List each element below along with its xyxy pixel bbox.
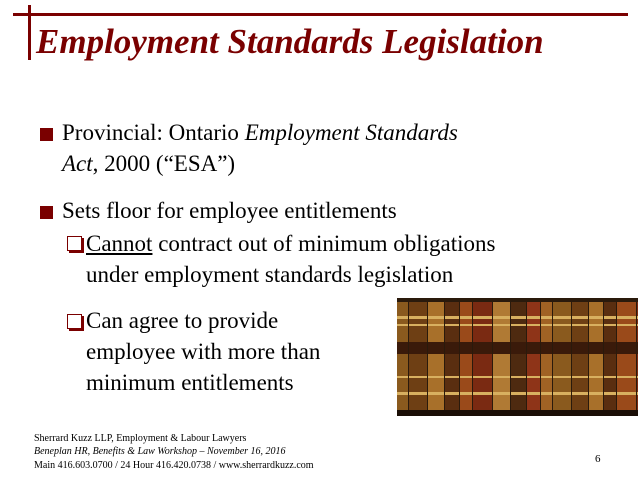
- checkbox-bullet-icon: [67, 236, 82, 251]
- book-label: [460, 342, 472, 354]
- book-band: [617, 324, 636, 326]
- book-band: [460, 392, 472, 395]
- book-label: [473, 342, 492, 354]
- book-label: [428, 342, 444, 354]
- book-label: [493, 342, 510, 354]
- bullet-1-text-b: Employment Standards: [244, 120, 458, 145]
- book-band: [617, 392, 636, 395]
- book-band: [572, 316, 588, 319]
- book-band: [527, 392, 540, 395]
- book-label: [397, 342, 408, 354]
- book-band: [428, 376, 444, 378]
- bullet-1-line-2: [62, 149, 235, 178]
- book-band: [428, 324, 444, 326]
- book-band: [460, 376, 472, 378]
- book-band: [511, 392, 526, 395]
- book-band: [460, 324, 472, 326]
- book-band: [617, 316, 636, 319]
- book-band: [473, 324, 492, 326]
- book-band: [572, 376, 588, 378]
- slide-title: Employment Standards Legislation: [36, 22, 544, 61]
- book-band: [589, 376, 603, 378]
- book-band: [572, 392, 588, 395]
- book-band: [445, 324, 459, 326]
- book-label: [409, 342, 427, 354]
- book-band: [493, 392, 510, 395]
- law-books-image: [397, 298, 638, 416]
- book-band: [541, 316, 552, 319]
- book-band: [604, 316, 616, 319]
- book-band: [604, 392, 616, 395]
- title-rule-vertical: [28, 5, 31, 60]
- footer-event: Beneplan HR, Benefits & Law Workshop – November 16, 2016: [34, 446, 286, 457]
- book-band: [409, 316, 427, 319]
- book-band: [473, 392, 492, 395]
- book-label: [617, 342, 636, 354]
- book-band: [397, 316, 408, 319]
- book-band: [397, 376, 408, 378]
- sub-bullet-1-line-1: [86, 229, 496, 258]
- book-label: [589, 342, 603, 354]
- sub-bullet-2-line-1: Can agree to provide: [86, 308, 279, 333]
- book-label: [541, 342, 552, 354]
- book-band: [553, 376, 571, 378]
- sub-bullet-1-text: contract out of minimum obligations: [152, 231, 496, 256]
- book-band: [428, 316, 444, 319]
- book-band: [589, 316, 603, 319]
- book-band: [460, 316, 472, 319]
- book-band: [572, 324, 588, 326]
- book-band: [397, 392, 408, 395]
- bullet-square-icon: [40, 128, 53, 141]
- book-label: [553, 342, 571, 354]
- sub-bullet-2-line-3: minimum entitlements: [86, 370, 294, 395]
- book-band: [604, 376, 616, 378]
- book-band: [409, 324, 427, 326]
- book-band: [445, 376, 459, 378]
- book-band: [409, 392, 427, 395]
- sub-bullet-1-line-2: under employment standards legislation: [86, 262, 454, 287]
- footer-contact: Main 416.603.0700 / 24 Hour 416.420.0738 / www.sherrardkuzz.com: [34, 460, 314, 471]
- title-rule-horizontal: [13, 13, 628, 16]
- shelf-edge: [397, 410, 638, 416]
- book-band: [553, 392, 571, 395]
- bullet-1-line-1: [62, 118, 458, 147]
- checkbox-bullet-icon: [67, 314, 82, 329]
- book-band: [493, 316, 510, 319]
- book-label: [511, 342, 526, 354]
- book-label: [445, 342, 459, 354]
- book-band: [511, 376, 526, 378]
- book-band: [511, 324, 526, 326]
- bullet-1-text-c: Act: [62, 151, 93, 176]
- book-band: [527, 316, 540, 319]
- book-band: [527, 376, 540, 378]
- bullet-2-text: Sets floor for employee entitlements: [62, 198, 397, 223]
- book-band: [493, 376, 510, 378]
- sub-bullet-2-line-2: employee with more than: [86, 339, 321, 364]
- book-band: [473, 316, 492, 319]
- bullet-1-text-d: , 2000 (“ESA”): [92, 151, 236, 176]
- sub-bullet-1-emph: Cannot: [86, 231, 153, 256]
- bullet-square-icon: [40, 206, 53, 219]
- law-books-illustration: [397, 298, 638, 416]
- page-number: 6: [595, 453, 601, 465]
- bullet-1-text-a: Provincial: Ontario: [62, 120, 245, 145]
- book-band: [445, 392, 459, 395]
- footer-firm: Sherrard Kuzz LLP, Employment & Labour Lawyers: [34, 433, 247, 444]
- book-band: [473, 376, 492, 378]
- book-band: [617, 376, 636, 378]
- book-band: [511, 316, 526, 319]
- book-band: [493, 324, 510, 326]
- book-band: [541, 392, 552, 395]
- book-band: [527, 324, 540, 326]
- book-band: [397, 324, 408, 326]
- book-label: [527, 342, 540, 354]
- book-band: [409, 376, 427, 378]
- book-label: [604, 342, 616, 354]
- book-band: [445, 316, 459, 319]
- book-band: [428, 392, 444, 395]
- book-band: [541, 324, 552, 326]
- book-band: [553, 324, 571, 326]
- book-band: [541, 376, 552, 378]
- book-band: [589, 392, 603, 395]
- book-band: [604, 324, 616, 326]
- book-band: [553, 316, 571, 319]
- book-label: [572, 342, 588, 354]
- book-band: [589, 324, 603, 326]
